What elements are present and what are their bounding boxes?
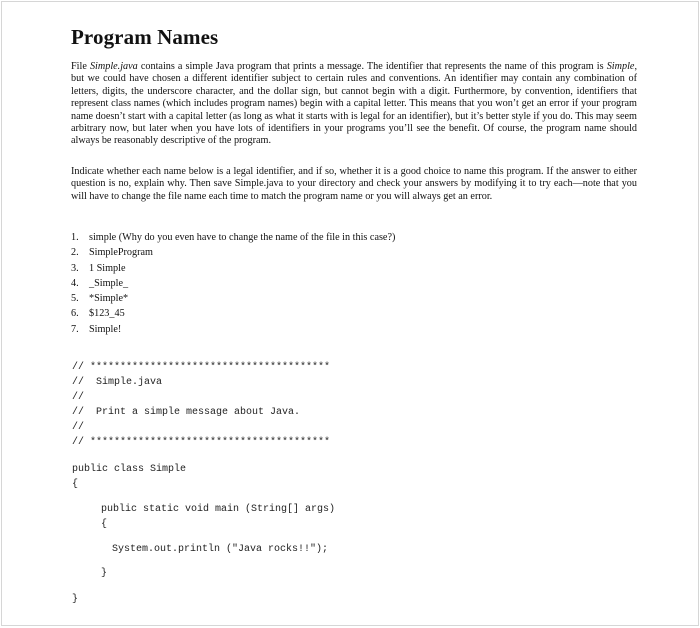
code-class-declaration: public class Simple — [72, 464, 187, 475]
list-number: 5. — [71, 293, 79, 305]
identifier-list — [71, 230, 395, 337]
code-class-close-brace: } — [72, 594, 79, 605]
list-text: _Simple_ — [89, 277, 129, 289]
list-number: 1. — [71, 232, 79, 243]
list-number: 2. — [71, 247, 79, 259]
list-text: Simple! — [89, 323, 122, 335]
list-item — [71, 261, 395, 276]
document-page — [1, 1, 699, 626]
list-text: 1 Simple — [89, 262, 126, 274]
code-main-close-brace: } — [101, 568, 108, 579]
list-item — [71, 306, 395, 321]
instructions-paragraph: Indicate whether each name below is a legal identifier, and if so, whether it is a good choice to name this program. If the answer to either question is no, explain why. Then save Simple.java to your directory and check your answers by modifying it to try each—note that you will have to change the file name each time to match the program name or you will always get an error. — [71, 166, 637, 202]
intro-identifier: Simple — [606, 61, 635, 72]
list-item — [71, 291, 395, 306]
list-text: $123_45 — [89, 308, 125, 320]
list-number: 4. — [71, 277, 79, 289]
code-comment-border-top: // **************************************** — [72, 362, 331, 373]
list-item — [71, 230, 395, 245]
intro-text-3: , but we could have chosen a different identifier subject to certain rules and conventions. An identifier may contain any combination of letters, digits, the underscore character, and the dollar sign, but cannot begin with a digit. Furthermore, by convention, identifiers that represent class names (which includes program names) begin with a capital letter. This means that you won’t get an error if your program name doesn’t start with a capital letter (as long as what it starts with is legal for an identifier), but it’s better style if you do. This may seem arbitrary now, but later when you have lots of identifiers in your programs you’ll see the benefit. Of course, the program name should always be reasonably descriptive of the program. — [71, 61, 637, 147]
code-comment-blank: // — [72, 422, 85, 433]
list-text: simple (Why do you even have to change the name of the file in this case?) — [89, 232, 396, 243]
list-text: SimpleProgram — [89, 247, 153, 259]
intro-paragraph — [71, 61, 637, 148]
code-comment-description: // Print a simple message about Java. — [72, 407, 301, 418]
list-item — [71, 245, 395, 260]
code-comment-filename: // Simple.java — [72, 377, 163, 388]
code-main-declaration: public static void main (String[] args) — [101, 504, 336, 515]
list-text: *Simple* — [89, 293, 129, 305]
list-number: 3. — [71, 262, 79, 274]
code-class-open-brace: { — [72, 479, 79, 490]
list-number: 7. — [71, 323, 79, 335]
intro-filename: Simple.java — [89, 61, 138, 72]
list-item — [71, 276, 395, 291]
code-comment-blank: // — [72, 392, 85, 403]
list-number: 6. — [71, 308, 79, 320]
code-comment-border-bottom: // **************************************** — [72, 437, 331, 448]
page-title: Program Names — [71, 25, 219, 49]
code-main-open-brace: { — [101, 519, 108, 530]
list-item — [71, 322, 395, 337]
intro-text-1: File — [71, 61, 90, 72]
code-println-statement: System.out.println ("Java rocks!!"); — [112, 544, 329, 555]
intro-text-2: contains a simple Java program that prints a message. The identifier that represents the name of this program is — [137, 61, 607, 72]
